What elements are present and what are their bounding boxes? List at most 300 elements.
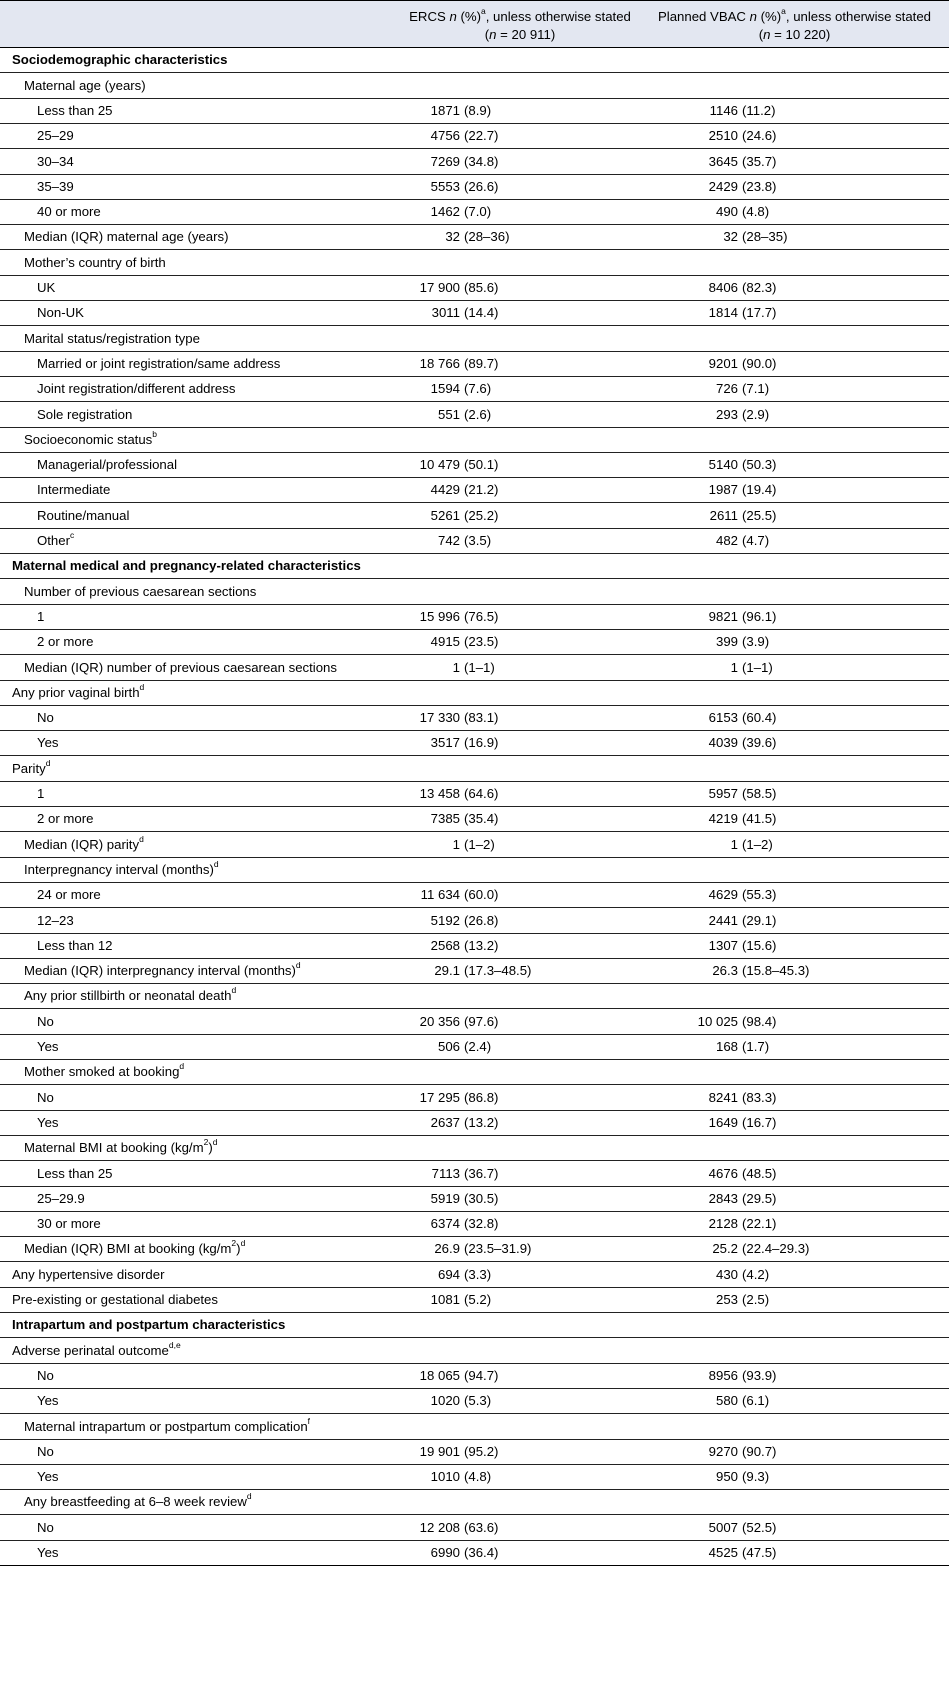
ercs-value xyxy=(398,782,498,806)
percent: (17.3–48.5) xyxy=(464,963,532,978)
count: 4756 xyxy=(430,128,460,143)
table-row xyxy=(0,1389,949,1414)
row-label-text: Other xyxy=(37,533,70,548)
percent: (6.1) xyxy=(742,1393,770,1408)
ercs-value xyxy=(398,200,491,224)
row-label xyxy=(37,706,54,730)
row-label-text: Median (IQR) BMI at booking (kg/m xyxy=(24,1241,232,1256)
vbac-value xyxy=(676,352,776,376)
percent: (93.9) xyxy=(742,1368,777,1383)
count: 742 xyxy=(437,533,460,548)
percent: (5.3) xyxy=(464,1393,492,1408)
count: 7113 xyxy=(431,1166,460,1181)
percent: (34.8) xyxy=(464,154,499,169)
count: 17 330 xyxy=(419,710,460,725)
table-row xyxy=(0,1364,949,1389)
vbac-value xyxy=(676,934,776,958)
table-row xyxy=(0,807,949,832)
row-label xyxy=(37,149,74,174)
vbac-value xyxy=(676,1364,776,1388)
percent: (96.1) xyxy=(742,609,777,624)
table-row xyxy=(0,1490,949,1515)
ercs-value xyxy=(398,1035,491,1059)
count: 2611 xyxy=(709,508,738,523)
count: 5919 xyxy=(430,1191,460,1206)
percent: (7.6) xyxy=(464,381,492,396)
count: 482 xyxy=(715,533,738,548)
row-label-text: Less than 25 xyxy=(37,103,113,118)
table-row xyxy=(0,1009,949,1035)
ercs-value xyxy=(398,124,498,148)
table-row xyxy=(0,1085,949,1111)
percent: (60.4) xyxy=(742,710,777,725)
ercs-value xyxy=(398,276,498,300)
vbac-value xyxy=(676,807,776,831)
row-label xyxy=(37,908,74,933)
percent: (8.9) xyxy=(464,103,492,118)
percent: (2.9) xyxy=(742,407,770,422)
table-row xyxy=(0,832,949,858)
row-label xyxy=(37,605,44,629)
vbac-value xyxy=(676,478,776,502)
ercs-value xyxy=(398,731,498,755)
count: 1 xyxy=(730,660,738,675)
percent: (25.2) xyxy=(464,508,499,523)
row-label xyxy=(37,1035,59,1059)
percent: (26.6) xyxy=(464,179,499,194)
ercs-value xyxy=(398,1465,491,1489)
count: 580 xyxy=(715,1393,738,1408)
row-label-text: Yes xyxy=(37,735,59,750)
percent: (1–1) xyxy=(464,660,495,675)
vbac-value xyxy=(676,124,776,148)
count: 26.9 xyxy=(434,1241,460,1256)
table-row xyxy=(0,1060,949,1085)
count: 1081 xyxy=(430,1292,460,1307)
footnote-marker: d xyxy=(246,1490,252,1501)
percent: (4.8) xyxy=(464,1469,492,1484)
table-row xyxy=(0,301,949,326)
ercs-value xyxy=(398,908,498,933)
footnote-marker: d xyxy=(139,681,145,692)
ercs-value xyxy=(398,1288,491,1312)
vbac-value xyxy=(676,731,776,755)
count: 29.1 xyxy=(434,963,460,978)
percent: (64.6) xyxy=(464,786,499,801)
row-label xyxy=(24,1136,217,1160)
vbac-value xyxy=(676,200,769,224)
superscript: 2 xyxy=(231,1237,237,1248)
row-label xyxy=(24,984,236,1008)
percent: (90.0) xyxy=(742,356,777,371)
table-row xyxy=(0,326,949,352)
row-label xyxy=(24,225,228,249)
count: 17 900 xyxy=(419,280,460,295)
row-label-text: Managerial/professional xyxy=(37,457,178,472)
percent: (16.9) xyxy=(464,735,499,750)
count: 9821 xyxy=(708,609,738,624)
row-label xyxy=(37,1212,101,1236)
ercs-value xyxy=(398,377,491,401)
percent: (30.5) xyxy=(464,1191,499,1206)
row-label xyxy=(37,377,235,401)
row-label xyxy=(37,807,93,831)
percent: (1–2) xyxy=(464,837,495,852)
table-row xyxy=(0,630,949,655)
percent: (3.9) xyxy=(742,634,770,649)
count: 1307 xyxy=(708,938,738,953)
count: 1649 xyxy=(708,1115,738,1130)
count: 9270 xyxy=(708,1444,738,1459)
percent: (2.5) xyxy=(742,1292,770,1307)
row-label-text: Non-UK xyxy=(37,305,84,320)
table-row xyxy=(0,782,949,807)
ercs-value xyxy=(398,453,498,477)
percent: (32.8) xyxy=(464,1216,499,1231)
ercs-value xyxy=(398,225,509,249)
percent: (29.1) xyxy=(742,913,777,928)
count: 13 458 xyxy=(419,786,460,801)
percent: (15.6) xyxy=(742,938,777,953)
percent: (82.3) xyxy=(742,280,777,295)
table-row xyxy=(0,655,949,681)
count: 17 295 xyxy=(419,1090,460,1105)
row-label-text: Yes xyxy=(37,1393,59,1408)
table-row xyxy=(0,175,949,200)
row-label xyxy=(37,453,177,477)
footnote-marker: d xyxy=(45,757,51,768)
table-header xyxy=(0,0,949,48)
vbac-value xyxy=(676,529,769,553)
percent: (7.0) xyxy=(464,204,492,219)
row-label-text: No xyxy=(37,1090,54,1105)
count: 506 xyxy=(437,1039,460,1054)
count: 18 065 xyxy=(419,1368,460,1383)
count: 5007 xyxy=(708,1520,738,1535)
footnote-marker: f xyxy=(307,1415,311,1426)
count: 5261 xyxy=(430,508,460,523)
header-ercs: ERCS n (%)$^a$, unless otherwise stated (n = 20 911) xyxy=(409,5,631,42)
count: 4676 xyxy=(708,1166,738,1181)
row-label xyxy=(37,1161,113,1186)
ercs-value xyxy=(398,1009,498,1034)
row-label-text: Median (IQR) interpregnancy interval (months) xyxy=(24,963,296,978)
count: 7269 xyxy=(430,154,460,169)
vbac-value xyxy=(676,1515,776,1540)
count: 8241 xyxy=(708,1090,738,1105)
ercs-value xyxy=(398,175,498,199)
table-row xyxy=(0,276,949,301)
row-label-text: Median (IQR) parity xyxy=(24,837,140,852)
ercs-value xyxy=(398,1364,498,1388)
percent: (55.3) xyxy=(742,887,777,902)
ercs-value xyxy=(398,478,498,502)
count: 168 xyxy=(715,1039,738,1054)
table-row xyxy=(0,681,949,706)
ercs-value xyxy=(398,149,498,174)
row-label-text: Parity xyxy=(12,761,46,776)
table-row xyxy=(0,1338,949,1364)
percent: (22.4–29.3) xyxy=(742,1241,810,1256)
row-label-text: Yes xyxy=(37,1115,59,1130)
count: 1146 xyxy=(709,103,738,118)
vbac-value xyxy=(676,377,769,401)
percent: (2.4) xyxy=(464,1039,492,1054)
count: 6374 xyxy=(430,1216,460,1231)
count: 32 xyxy=(445,229,460,244)
vbac-value xyxy=(676,782,776,806)
percent: (36.7) xyxy=(464,1166,499,1181)
percent: (4.2) xyxy=(742,1267,770,1282)
row-label-text: Maternal BMI at booking (kg/m xyxy=(24,1140,204,1155)
row-label xyxy=(37,301,84,325)
row-label xyxy=(12,1288,218,1312)
count: 1987 xyxy=(708,482,738,497)
row-label xyxy=(37,1111,59,1135)
table-row xyxy=(0,706,949,731)
percent: (22.7) xyxy=(464,128,499,143)
count: 2637 xyxy=(430,1115,460,1130)
row-label-text: 2 or more xyxy=(37,811,94,826)
row-label xyxy=(37,1515,54,1540)
row-label-text: Maternal medical and pregnancy-related characteristics xyxy=(12,558,361,573)
percent: (5.2) xyxy=(464,1292,492,1307)
row-label-text: Median (IQR) number of previous caesarean sections xyxy=(24,660,337,675)
ercs-value xyxy=(398,1262,491,1287)
row-label xyxy=(37,402,132,427)
row-label-text: Median (IQR) maternal age (years) xyxy=(24,229,229,244)
row-label-text: Sole registration xyxy=(37,407,133,422)
percent: (13.2) xyxy=(464,938,499,953)
count: 1 xyxy=(452,660,460,675)
ercs-value xyxy=(398,1212,498,1236)
row-label-text: No xyxy=(37,1368,54,1383)
vbac-value xyxy=(676,1288,769,1312)
count: 9201 xyxy=(708,356,738,371)
section-row xyxy=(0,48,949,73)
percent: (3.3) xyxy=(464,1267,492,1282)
row-label-text: Intermediate xyxy=(37,482,111,497)
table-row xyxy=(0,1465,949,1490)
table-row xyxy=(0,124,949,149)
row-label-text: 1 xyxy=(37,609,45,624)
vbac-value xyxy=(676,225,787,249)
count: 5957 xyxy=(708,786,738,801)
footnote-marker: d xyxy=(212,1136,218,1147)
ercs-value xyxy=(398,959,531,983)
vbac-value xyxy=(676,301,776,325)
footnote-marker: d xyxy=(213,858,219,869)
vbac-value xyxy=(676,1440,776,1464)
count: 694 xyxy=(437,1267,460,1282)
row-label xyxy=(12,681,144,705)
table-row xyxy=(0,984,949,1009)
table-row xyxy=(0,1136,949,1161)
ercs-value xyxy=(398,807,498,831)
count: 6153 xyxy=(708,710,738,725)
row-label-text: 1 xyxy=(37,786,45,801)
table-row xyxy=(0,225,949,250)
vbac-value xyxy=(676,276,776,300)
percent: (35.7) xyxy=(742,154,777,169)
row-label xyxy=(24,832,144,857)
vbac-value xyxy=(676,503,776,528)
ercs-value xyxy=(398,1187,498,1211)
ercs-value xyxy=(398,655,495,680)
row-label xyxy=(37,1364,54,1388)
row-label-text: 2 or more xyxy=(37,634,94,649)
ercs-value xyxy=(398,883,498,907)
table-row xyxy=(0,377,949,402)
vbac-value xyxy=(676,1111,776,1135)
table-row xyxy=(0,1440,949,1465)
footnote-marker: d xyxy=(231,984,237,995)
table-row xyxy=(0,756,949,782)
vbac-value xyxy=(676,1212,776,1236)
ercs-value xyxy=(398,1541,498,1565)
row-label-text: 12–23 xyxy=(37,913,74,928)
count: 26.3 xyxy=(712,963,738,978)
footnote-marker: d,e xyxy=(168,1339,181,1350)
percent: (23.5) xyxy=(464,634,499,649)
row-label xyxy=(37,1440,54,1464)
section-row xyxy=(0,554,949,579)
ercs-value xyxy=(398,1389,491,1413)
percent: (50.1) xyxy=(464,457,499,472)
count: 1594 xyxy=(430,381,460,396)
count: 4629 xyxy=(708,887,738,902)
table-row xyxy=(0,1212,949,1237)
vbac-value xyxy=(676,1035,769,1059)
row-label-text: No xyxy=(37,1520,54,1535)
table-row xyxy=(0,883,949,908)
table-row xyxy=(0,250,949,276)
row-label-tail: ) xyxy=(208,1140,213,1155)
count: 25.2 xyxy=(712,1241,738,1256)
header-vbac: Planned VBAC n (%)$^a$, unless otherwise stated (n = 10 220) xyxy=(657,5,932,42)
count: 293 xyxy=(715,407,738,422)
row-label-text: 30 or more xyxy=(37,1216,101,1231)
row-label-text: 24 or more xyxy=(37,887,101,902)
vbac-value xyxy=(676,1262,769,1287)
count: 4039 xyxy=(708,735,738,750)
vbac-value xyxy=(676,1541,776,1565)
percent: (58.5) xyxy=(742,786,777,801)
percent: (60.0) xyxy=(464,887,499,902)
table-row xyxy=(0,453,949,478)
percent: (9.3) xyxy=(742,1469,770,1484)
vbac-value xyxy=(676,655,773,680)
table-row xyxy=(0,1414,949,1440)
count: 3645 xyxy=(708,154,738,169)
row-label-text: Routine/manual xyxy=(37,508,130,523)
table-row xyxy=(0,99,949,124)
percent: (83.3) xyxy=(742,1090,777,1105)
vbac-value xyxy=(676,149,776,174)
table-row xyxy=(0,529,949,554)
vbac-value xyxy=(676,1237,809,1261)
count: 32 xyxy=(723,229,738,244)
table-row xyxy=(0,478,949,503)
row-label-text: Marital status/registration type xyxy=(24,331,200,346)
count: 12 208 xyxy=(419,1520,460,1535)
vbac-value xyxy=(676,605,776,629)
count: 1814 xyxy=(708,305,738,320)
footnote-marker: d xyxy=(139,833,144,844)
count: 2843 xyxy=(708,1191,738,1206)
ercs-value xyxy=(398,1085,498,1110)
count: 8956 xyxy=(708,1368,738,1383)
row-label xyxy=(37,630,93,654)
table-row xyxy=(0,1035,949,1060)
percent: (76.5) xyxy=(464,609,499,624)
vbac-value xyxy=(676,908,776,933)
percent: (86.8) xyxy=(464,1090,499,1105)
ercs-value xyxy=(398,1515,498,1540)
vbac-value xyxy=(676,1465,769,1489)
ercs-value xyxy=(398,605,498,629)
count: 8406 xyxy=(708,280,738,295)
row-label xyxy=(37,529,74,553)
count: 726 xyxy=(715,381,738,396)
count: 2568 xyxy=(430,938,460,953)
count: 4429 xyxy=(430,482,460,497)
percent: (47.5) xyxy=(742,1545,777,1560)
table-row xyxy=(0,908,949,934)
row-label-text: Yes xyxy=(37,1039,59,1054)
table-row xyxy=(0,1288,949,1313)
section-heading xyxy=(12,1313,285,1337)
ercs-value xyxy=(398,301,498,325)
ercs-value xyxy=(398,529,491,553)
count: 4915 xyxy=(430,634,460,649)
count: 3517 xyxy=(430,735,460,750)
percent: (25.5) xyxy=(742,508,777,523)
vbac-value xyxy=(676,175,776,199)
row-label xyxy=(37,1009,54,1034)
percent: (4.7) xyxy=(742,533,770,548)
table-row xyxy=(0,1161,949,1187)
row-label xyxy=(37,99,113,123)
row-label xyxy=(12,1262,164,1287)
ercs-value xyxy=(398,503,498,528)
row-label xyxy=(37,1389,59,1413)
table-row xyxy=(0,1111,949,1136)
row-label-text: 25–29.9 xyxy=(37,1191,85,1206)
count: 1 xyxy=(452,837,460,852)
ercs-value xyxy=(398,402,491,427)
vbac-value xyxy=(676,1187,776,1211)
superscript: 2 xyxy=(203,1136,209,1147)
percent: (90.7) xyxy=(742,1444,777,1459)
row-label-text: Maternal intrapartum or postpartum complication xyxy=(24,1419,308,1434)
percent: (24.6) xyxy=(742,128,777,143)
percent: (36.4) xyxy=(464,1545,499,1560)
ercs-value xyxy=(398,1440,498,1464)
count: 2441 xyxy=(708,913,738,928)
row-label-text: Joint registration/different address xyxy=(37,381,236,396)
count: 1462 xyxy=(430,204,460,219)
row-label-text: UK xyxy=(37,280,56,295)
row-label xyxy=(12,756,50,781)
row-label-text: Less than 25 xyxy=(37,1166,113,1181)
percent: (15.8–45.3) xyxy=(742,963,810,978)
vbac-value xyxy=(676,99,775,123)
row-label-text: Any prior stillbirth or neonatal death xyxy=(24,988,232,1003)
row-label xyxy=(24,858,219,882)
row-label xyxy=(37,883,101,907)
percent: (2.6) xyxy=(464,407,492,422)
